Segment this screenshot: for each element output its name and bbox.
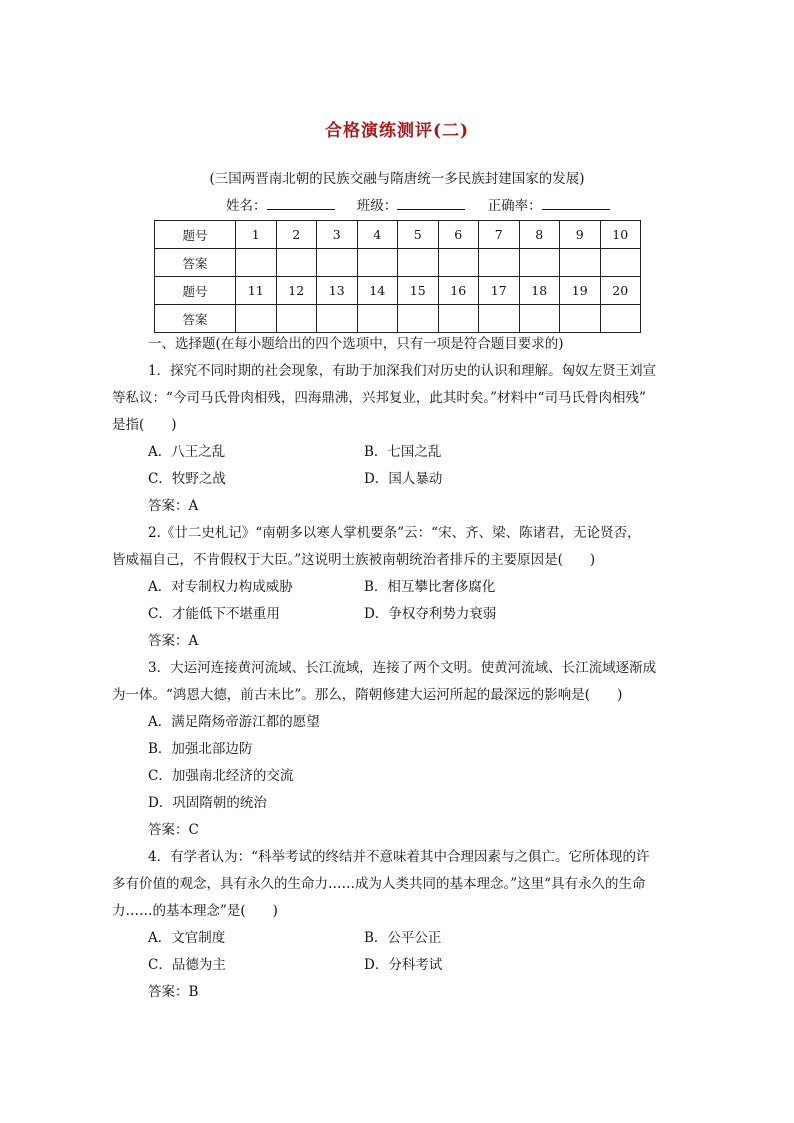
question-text-line: 2.《廿二史札记》“南朝多以寒人掌机要条”云：“宋、齐、梁、陈诸君，无论贤否， xyxy=(148,525,641,541)
option-row xyxy=(112,952,682,979)
table-row-numbers-2 xyxy=(155,277,641,305)
question-text-line: 4．有学者认为：“科举考试的终结并不意味着其中合理因素与之俱亡。它所体现的许 xyxy=(148,849,650,865)
answer-cell[interactable] xyxy=(236,305,277,333)
question-number-cell: 4 xyxy=(357,221,398,249)
option-c: C．加强南北经济的交流 xyxy=(148,768,294,784)
option-c: C．才能低下不堪重用 xyxy=(148,606,280,622)
answer-line: 答案：B xyxy=(148,984,199,1000)
answer-cell[interactable] xyxy=(317,249,358,277)
answer-cell[interactable] xyxy=(236,249,277,277)
name-blank[interactable] xyxy=(267,196,335,210)
answer-cell[interactable] xyxy=(276,305,317,333)
answer-cell[interactable] xyxy=(479,305,520,333)
answer-line: 答案：A xyxy=(148,498,199,514)
question-number-cell: 13 xyxy=(317,277,358,305)
question-number-cell: 14 xyxy=(357,277,398,305)
answer-cell[interactable] xyxy=(600,249,641,277)
option-d: D．争权夺利势力衰弱 xyxy=(364,606,497,622)
question-text-line: 多有价值的观念，具有永久的生命力……成为人类共同的基本理念。”这里“具有永久的生命 xyxy=(112,876,646,892)
answer-table xyxy=(154,220,641,333)
option-row xyxy=(112,466,682,493)
option-row xyxy=(112,574,682,601)
option-d: D．巩固隋朝的统治 xyxy=(148,795,267,811)
answer-cell[interactable] xyxy=(398,249,439,277)
answer-cell[interactable] xyxy=(317,305,358,333)
table-row-answers-1 xyxy=(155,249,641,277)
question-number-cell: 15 xyxy=(398,277,439,305)
question-number-cell: 6 xyxy=(438,221,479,249)
answer-cell[interactable] xyxy=(438,249,479,277)
option-d: D．国人暴动 xyxy=(364,471,443,487)
class-label: 班级： xyxy=(356,198,398,214)
option-c: C．牧野之战 xyxy=(148,471,226,487)
answer-cell[interactable] xyxy=(519,249,560,277)
row-label-answer: 答案 xyxy=(155,249,236,277)
question-number-cell: 17 xyxy=(479,277,520,305)
question-1 xyxy=(112,358,682,520)
section-heading: 一、选择题(在每小题给出的四个选项中，只有一项是符合题目要求的) xyxy=(148,336,564,352)
answer-line: 答案：A xyxy=(148,633,199,649)
question-number-cell: 19 xyxy=(560,277,601,305)
class-blank[interactable] xyxy=(397,196,465,210)
option-a: A．八王之乱 xyxy=(148,444,226,460)
question-number-cell: 7 xyxy=(479,221,520,249)
accuracy-label: 正确率： xyxy=(487,198,542,214)
answer-cell[interactable] xyxy=(357,305,398,333)
question-2 xyxy=(112,520,682,655)
table-row-answers-2 xyxy=(155,305,641,333)
option-d: D．分科考试 xyxy=(364,957,443,973)
question-number-cell: 11 xyxy=(236,277,277,305)
question-text-line: 1．探究不同时期的社会现象，有助于加深我们对历史的认识和理解。匈奴左贤王刘宣 xyxy=(148,363,657,379)
question-text-line: 是指( ) xyxy=(112,417,177,433)
answer-cell[interactable] xyxy=(276,249,317,277)
answer-cell[interactable] xyxy=(560,249,601,277)
row-label-number: 题号 xyxy=(155,221,236,249)
option-b: B．相互攀比奢侈腐化 xyxy=(364,579,496,595)
name-label: 姓名： xyxy=(226,198,267,214)
question-number-cell: 18 xyxy=(519,277,560,305)
question-text-line: 力……的基本理念”是( ) xyxy=(112,903,278,919)
question-3 xyxy=(112,655,682,844)
option-row xyxy=(112,601,682,628)
question-number-cell: 12 xyxy=(276,277,317,305)
question-4 xyxy=(112,844,682,1006)
question-number-cell: 9 xyxy=(560,221,601,249)
page-subtitle: (三国两晋南北朝的民族交融与隋唐统一多民族封建国家的发展) xyxy=(209,171,585,187)
question-text-line: 3．大运河连接黄河流域、长江流域，连接了两个文明。使黄河流域、长江流域逐渐成 xyxy=(148,660,657,676)
option-c: C．品德为主 xyxy=(148,957,226,973)
question-number-cell: 2 xyxy=(276,221,317,249)
question-text-line: 皆威福自己，不肯假权于大臣。”这说明士族被南朝统治者排斥的主要原因是( ) xyxy=(112,552,596,568)
answer-cell[interactable] xyxy=(357,249,398,277)
question-number-cell: 8 xyxy=(519,221,560,249)
option-row xyxy=(112,925,682,952)
table-row-numbers-1 xyxy=(155,221,641,249)
question-number-cell: 1 xyxy=(236,221,277,249)
question-number-cell: 10 xyxy=(600,221,641,249)
answer-cell[interactable] xyxy=(479,249,520,277)
question-number-cell: 20 xyxy=(600,277,641,305)
option-a: A．对专制权力构成威胁 xyxy=(148,579,293,595)
page-title: 合格演练测评(二) xyxy=(324,121,470,141)
answer-cell[interactable] xyxy=(560,305,601,333)
answer-cell[interactable] xyxy=(398,305,439,333)
option-b: B．七国之乱 xyxy=(364,444,442,460)
question-text-line: 等私议：“今司马氏骨肉相残，四海鼎沸，兴邦复业，此其时矣。”材料中“司马氏骨肉相残” xyxy=(112,390,646,406)
answer-cell[interactable] xyxy=(438,305,479,333)
accuracy-blank[interactable] xyxy=(542,196,610,210)
row-label-answer: 答案 xyxy=(155,305,236,333)
question-text-line: 为一体。“鸿恩大德，前古未比”。那么，隋朝修建大运河所起的最深远的影响是( ) xyxy=(112,687,623,703)
answer-line: 答案：C xyxy=(148,822,199,838)
option-b: B．公平公正 xyxy=(364,930,442,946)
option-a: A．满足隋炀帝游江都的愿望 xyxy=(148,714,320,730)
row-label-number: 题号 xyxy=(155,277,236,305)
answer-cell[interactable] xyxy=(600,305,641,333)
option-b: B．加强北部边防 xyxy=(148,741,253,757)
student-info-row xyxy=(226,194,610,214)
answer-cell[interactable] xyxy=(519,305,560,333)
question-number-cell: 16 xyxy=(438,277,479,305)
option-row xyxy=(112,439,682,466)
question-number-cell: 3 xyxy=(317,221,358,249)
question-number-cell: 5 xyxy=(398,221,439,249)
option-a: A．文官制度 xyxy=(148,930,226,946)
questions-body xyxy=(112,331,682,1006)
